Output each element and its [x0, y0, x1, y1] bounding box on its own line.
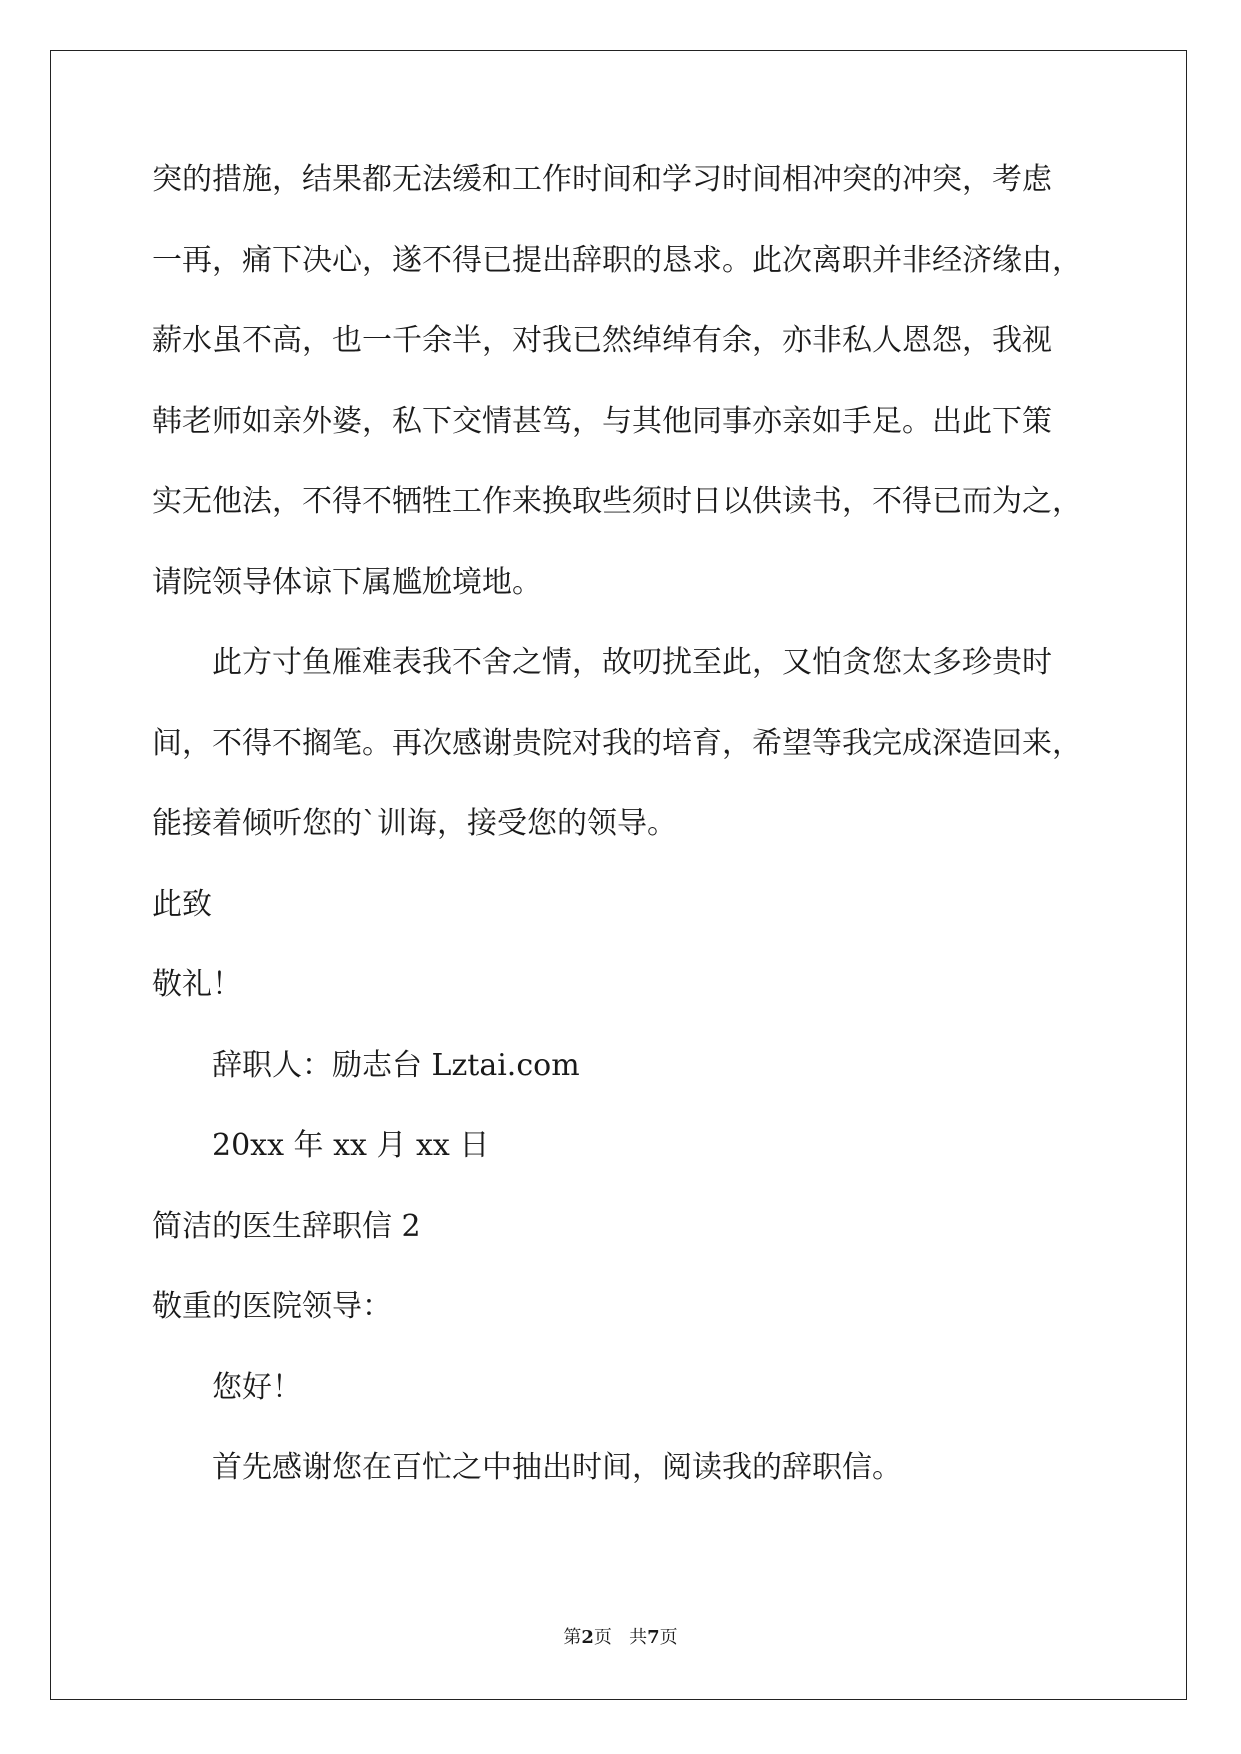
page-footer — [0, 1623, 1241, 1649]
greeting: 您好！ — [212, 1369, 302, 1405]
body-line: 实无他法，不得不牺牲工作来换取些须时日以供读书，不得已而为之， — [152, 484, 1082, 519]
current-page-number: 2 — [581, 1627, 594, 1648]
body-line: 韩老师如亲外婆，私下交情甚笃，与其他同事亦亲如手足。出此下策 — [152, 403, 1052, 439]
body-line: 此方寸鱼雁难表我不舍之情，故叨扰至此，又怕贪您太多珍贵时 — [212, 645, 1052, 680]
body-line: 请院领导体谅下属尴尬境地。 — [152, 564, 542, 600]
closing-salutation: 此致 — [152, 886, 212, 922]
document-body — [152, 160, 1112, 1529]
body-line: 首先感谢您在百忙之中抽出时间，阅读我的辞职信。 — [212, 1450, 902, 1485]
signature: 辞职人：励志台 Lztai.com — [212, 1047, 580, 1083]
body-line: 一再，痛下决心，遂不得已提出辞职的恳求。此次离职并非经济缘由， — [152, 242, 1082, 278]
greeting-recipient: 敬重的医院领导： — [152, 1289, 392, 1324]
body-line: 间，不得不搁笔。再次感谢贵院对我的培育，希望等我完成深造回来， — [152, 725, 1082, 761]
body-line: 突的措施，结果都无法缓和工作时间和学习时间相冲突的冲突，考虑 — [152, 162, 1052, 197]
body-line: 薪水虽不高，也一千余半，对我已然绰绰有余，亦非私人恩怨，我视 — [152, 323, 1052, 358]
footer-prefix: 第 — [563, 1627, 582, 1648]
date-line: 20xx 年 xx 月 xx 日 — [212, 1128, 490, 1163]
footer-suffix: 页 — [659, 1627, 678, 1648]
closing-regards: 敬礼！ — [152, 967, 242, 1002]
footer-middle: 页 共 — [593, 1627, 648, 1648]
section-title: 简洁的医生辞职信 2 — [152, 1208, 421, 1244]
body-line: 能接着倾听您的`训诲，接受您的领导。 — [152, 806, 677, 841]
total-page-number: 7 — [647, 1627, 660, 1648]
